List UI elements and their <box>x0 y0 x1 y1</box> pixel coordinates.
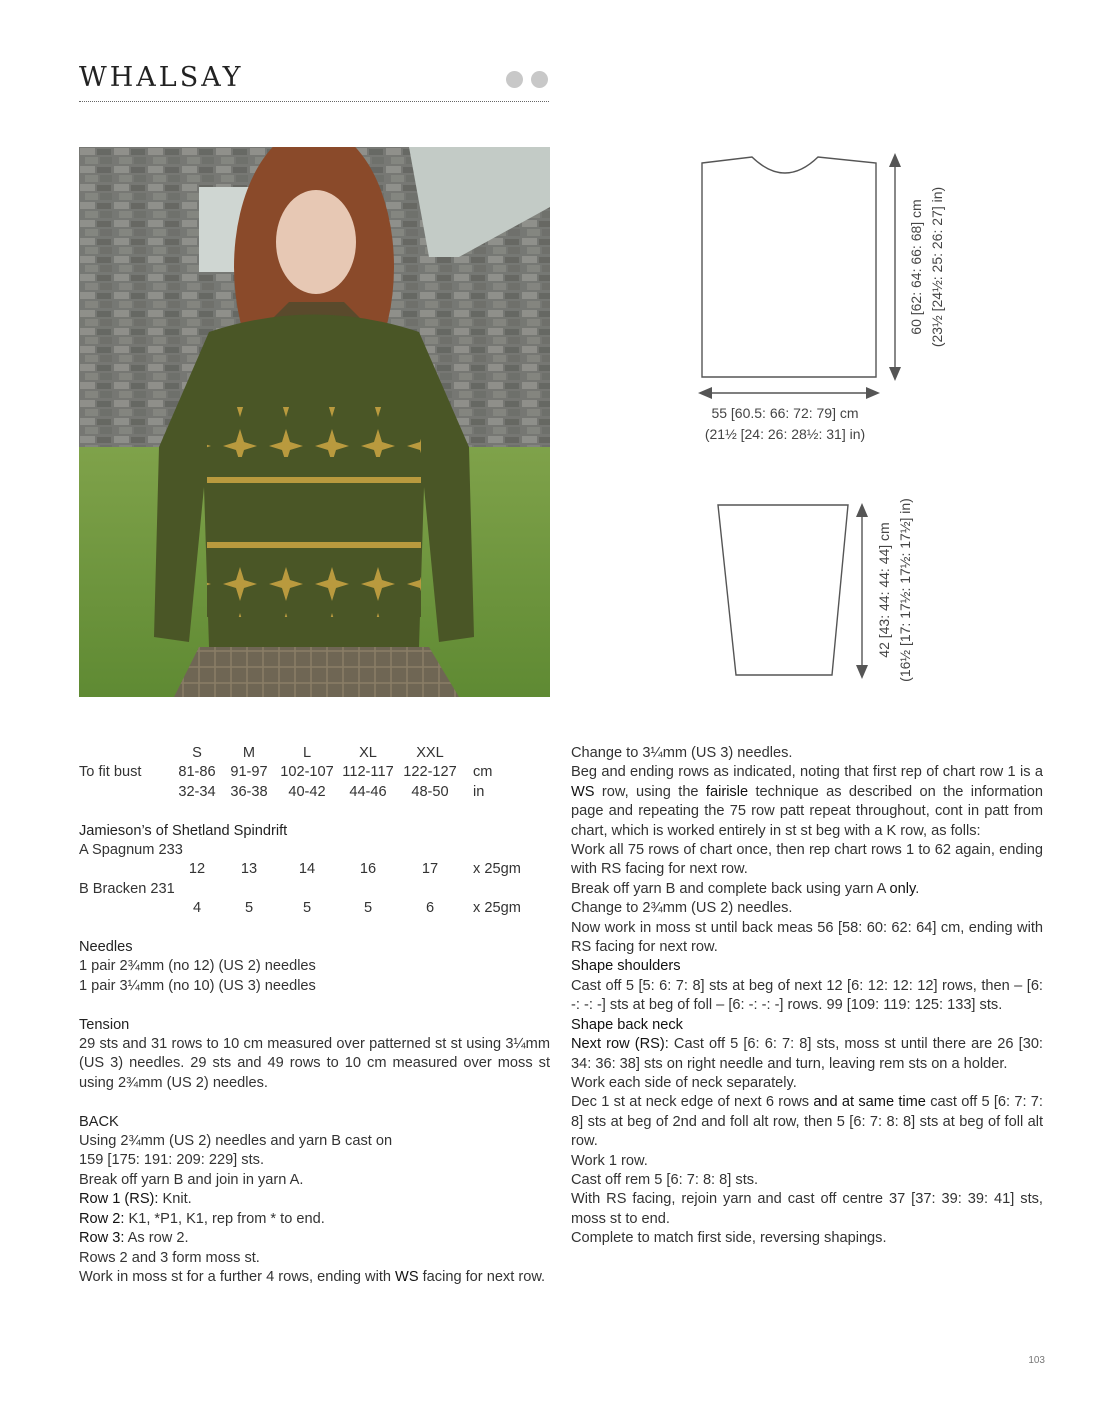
bust-in: 48-50 <box>411 783 449 800</box>
yarn-b-qty: 4 <box>192 900 202 917</box>
size-label: S <box>192 745 202 761</box>
row-1-text: Knit. <box>158 1191 192 1208</box>
size-header-row <box>79 744 550 763</box>
model-photo <box>79 147 550 697</box>
bust-in-row <box>79 783 550 802</box>
yarn-b-qty: 6 <box>425 900 435 917</box>
size-label: M <box>242 745 256 761</box>
yarn-a-label: A Spagnum 233 <box>79 842 183 859</box>
yarn-heading: Jamieson’s of Shetland Spindrift <box>79 822 288 839</box>
instr-p11: Work 1 row. <box>571 1152 648 1169</box>
instr-p10-c: cast off 5 [6: 7: 7: 8] sts at beg of 2nd and foll alt row, then 5 [6: 7: 8: 8] sts at beg of foll alt row. <box>571 1094 1043 1150</box>
bust-label: To fit bust <box>79 764 142 781</box>
needles-line-1: 1 pair 2¾mm (no 12) (US 2) needles <box>79 958 316 975</box>
bust-cm: 81-86 <box>178 764 216 781</box>
back-line-5-c: facing for next row. <box>418 1268 546 1285</box>
instr-p4-a: Break off yarn B and complete back using yarn A <box>571 880 890 897</box>
instr-p8 <box>571 1035 1043 1074</box>
back-line-1: Using 2¾mm (US 2) needles and yarn B cast on <box>79 1133 393 1150</box>
row-2-label: Row 2: <box>79 1210 125 1227</box>
sleeve-outline <box>718 505 848 675</box>
instr-p12: Cast off rem 5 [6: 7: 8: 8] sts. <box>571 1171 759 1188</box>
yarn-a-unit: x 25gm <box>473 861 521 878</box>
sleeve-length-in: (16½ [17: 17½: 17½: 17½] in) <box>897 498 913 682</box>
title-rule <box>79 101 549 102</box>
sleeve-length-cm: 42 [43: 44: 44: 44] cm <box>876 522 892 658</box>
bust-cm: 102-107 <box>280 764 334 781</box>
bust-in: 40-42 <box>288 783 326 800</box>
instr-p4 <box>571 880 1043 899</box>
instr-p7: Cast off 5 [5: 6: 7: 8] sts at beg of next 12 [6: 12: 12: 12] rows, then – [6: -: -: -] sts at beg of foll – [6: -: -: -] rows. 99 [109: 119: 125: 133] sts. <box>571 977 1043 1014</box>
bust-in-unit: in <box>473 783 485 800</box>
back-line-5 <box>79 1268 550 1287</box>
body-width-in: (21½ [24: 26: 28½: 31] in) <box>704 426 866 442</box>
instr-p3: Work all 75 rows of chart once, then rep chart rows 1 to 62 again, ending with RS facing for next row. <box>571 842 1043 878</box>
yarn-b-label: B Bracken 231 <box>79 880 175 897</box>
instr-p4-b: only <box>889 880 916 897</box>
shape-back-neck-heading: Shape back neck <box>571 1016 683 1033</box>
difficulty-dot-2 <box>531 71 548 88</box>
yarn-a-qty: 13 <box>240 861 258 878</box>
bust-cm: 112-117 <box>342 764 394 781</box>
instr-p13: With RS facing, rejoin yarn and cast off centre 37 [37: 39: 39: 41] sts, moss st to end. <box>571 1191 1043 1227</box>
bust-cm: 91-97 <box>230 764 268 781</box>
bust-in: 36-38 <box>230 783 268 800</box>
back-line-2: 159 [175: 191: 209: 229] sts. <box>79 1152 264 1169</box>
back-heading: BACK <box>79 1113 119 1130</box>
yarn-b-qty: 5 <box>302 900 312 917</box>
yarn-a-qty: 12 <box>188 861 206 878</box>
row-3-label: Row 3: <box>79 1230 125 1247</box>
instr-p5: Change to 2¾mm (US 2) needles. <box>571 900 793 917</box>
body-height-in: (23½ [24½: 25: 26: 27] in) <box>929 186 945 348</box>
size-table <box>79 744 550 919</box>
instr-p10-b: and at same time <box>813 1094 926 1111</box>
yarn-b-unit: x 25gm <box>473 900 521 917</box>
yarn-b-qty: 5 <box>244 900 254 917</box>
row-1-instruction <box>79 1190 550 1209</box>
yarn-b-qty: 5 <box>363 900 373 917</box>
right-column <box>571 744 1043 1249</box>
garment-schematic <box>680 145 980 705</box>
difficulty-dot-1 <box>506 71 523 88</box>
row-3-instruction <box>79 1229 550 1248</box>
instr-p10 <box>571 1093 1043 1151</box>
instr-p2-c: row, using the <box>594 783 706 800</box>
back-line-5-a: Work in moss st for a further 4 rows, ending with <box>79 1268 396 1285</box>
instr-p2-b: WS <box>571 783 595 800</box>
page-title: WHALSAY <box>79 62 244 93</box>
instr-p2-e: technique as described on the information page and repeating the 75 row patt repeat throughout, cont in patt from chart, which is worked entirely in st st beg with a K row, as folls: <box>571 783 1043 839</box>
back-line-3: Break off yarn B and join in yarn A. <box>79 1171 304 1188</box>
body-height-cm: 60 [62: 64: 66: 68] cm <box>908 199 924 335</box>
next-row-text: Cast off 5 [6: 6: 7: 8] sts, moss st until there are 26 [30: 34: 36: 38] sts on right needle and turn, leaving rem sts on a holder. <box>571 1036 1043 1072</box>
yarn-a-qty: 17 <box>421 861 439 878</box>
instr-p9: Work each side of neck separately. <box>571 1074 797 1091</box>
size-label: XL <box>359 745 377 761</box>
instr-p14: Complete to match first side, reversing shapings. <box>571 1230 887 1247</box>
bust-in: 32-34 <box>178 783 216 800</box>
bust-in: 44-46 <box>349 783 387 800</box>
needles-heading: Needles <box>79 939 133 956</box>
row-3-text: As row 2. <box>124 1230 189 1247</box>
yarn-a-row <box>79 860 550 879</box>
next-row-label: Next row (RS): <box>571 1036 669 1053</box>
row-2-text: K1, *P1, K1, rep from * to end. <box>124 1210 325 1227</box>
instr-p2 <box>571 763 1043 841</box>
yarn-a-qty: 16 <box>359 861 377 878</box>
back-line-5-b: WS <box>395 1268 419 1285</box>
bust-cm: 122-127 <box>403 764 457 781</box>
bust-cm-unit: cm <box>473 764 493 781</box>
size-label: L <box>302 745 312 761</box>
tension-text: 29 sts and 31 rows to 10 cm measured over patterned st st using 3¼mm (US 3) needles. 29 sts and 49 rows to 10 cm measured over moss st using 2¾mm (US 2) needles. <box>79 1036 550 1091</box>
instr-p2-a: Beg and ending rows as indicated, noting that first rep of chart row 1 is a <box>571 764 1043 781</box>
left-column <box>79 744 550 1287</box>
row-2-instruction <box>79 1210 550 1229</box>
photo-illustration <box>79 147 550 697</box>
body-width-cm: 55 [60.5: 66: 72: 79] cm <box>711 405 859 421</box>
yarn-b-row <box>79 899 550 918</box>
bust-cm-row <box>79 763 550 782</box>
body-outline <box>702 157 876 377</box>
instr-p10-a: Dec 1 st at neck edge of next 6 rows <box>571 1094 814 1111</box>
instr-p4-c: . <box>915 880 920 897</box>
yarn-a-qty: 14 <box>298 861 316 878</box>
instr-p1: Change to 3¼mm (US 3) needles. <box>571 745 793 761</box>
size-label: XXL <box>416 745 444 761</box>
instr-p6: Now work in moss st until back meas 56 [58: 60: 62: 64] cm, ending with RS facing for next row. <box>571 919 1043 956</box>
tension-heading: Tension <box>79 1016 130 1033</box>
page-number: 103 <box>1028 1355 1045 1366</box>
shape-shoulders-heading: Shape shoulders <box>571 958 681 975</box>
row-1-label: Row 1 (RS): <box>79 1191 159 1208</box>
back-line-4: Rows 2 and 3 form moss st. <box>79 1249 260 1266</box>
instr-p2-d: fairisle <box>705 783 749 800</box>
needles-line-2: 1 pair 3¼mm (no 10) (US 3) needles <box>79 977 316 994</box>
